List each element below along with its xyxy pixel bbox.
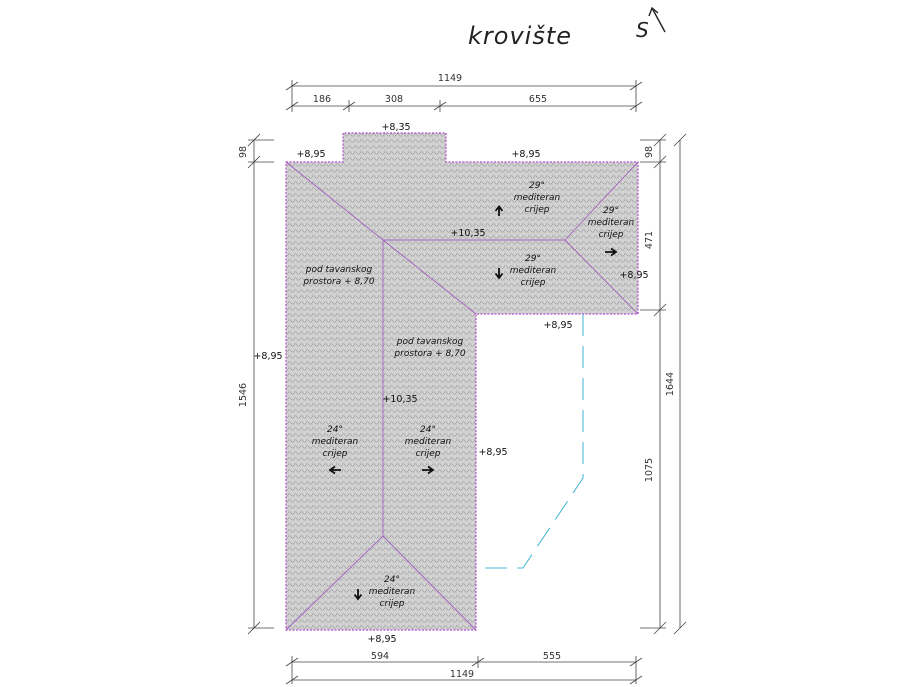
elev-top-left: +8,95	[296, 149, 326, 160]
dim-bottom-seg-2: 555	[542, 651, 562, 662]
dim-bottom-total: 1149	[449, 669, 475, 680]
right-dimensions	[640, 134, 686, 634]
roof-tile: crijep	[598, 230, 624, 240]
dim-top-seg-1: 186	[312, 94, 332, 105]
dim-top-seg-3: 655	[528, 94, 548, 105]
dim-right-low: 1075	[644, 457, 655, 483]
roof-angle: 29°	[525, 254, 541, 264]
dim-right-total: 1644	[665, 371, 676, 397]
elev-ridge-vertical: +10,35	[382, 394, 418, 405]
dim-right-mid: 471	[644, 230, 655, 250]
roof-angle: 24°	[327, 425, 343, 435]
drawing-title: krovište	[468, 22, 572, 50]
elev-bottom: +8,95	[367, 634, 397, 645]
attic-label-line1: pod tavanskog	[305, 265, 373, 275]
elev-left-side: +8,95	[253, 351, 283, 362]
roof-tile: crijep	[524, 205, 550, 215]
elev-right-end: +8,95	[619, 270, 649, 281]
roof-material: mediteran	[509, 266, 557, 276]
roof-material: mediteran	[513, 193, 561, 203]
roof-angle: 29°	[529, 181, 545, 191]
elev-right-side: +8,95	[478, 447, 508, 458]
dim-right-top: 98	[644, 145, 655, 159]
left-dimensions	[238, 134, 274, 634]
dim-left-total: 1546	[238, 382, 249, 408]
roof-material: mediteran	[404, 437, 452, 447]
elev-ridge-top: +10,35	[450, 228, 486, 239]
roof-surface	[286, 133, 638, 630]
roof-material: mediteran	[311, 437, 359, 447]
elev-inner-corner: +8,95	[543, 320, 573, 331]
attic-label-line2: prostora + 8,70	[394, 349, 466, 359]
roof-angle: 24°	[420, 425, 436, 435]
terrace-outline	[476, 314, 583, 568]
roof-material: mediteran	[587, 218, 635, 228]
attic-label-line2: prostora + 8,70	[303, 277, 375, 287]
roof-tile: crijep	[322, 449, 348, 459]
attic-label-line1: pod tavanskog	[396, 337, 464, 347]
elev-tower-top: +8,35	[381, 122, 411, 133]
dim-top-total: 1149	[437, 73, 463, 84]
dim-top-seg-2: 308	[384, 94, 404, 105]
roof-angle: 24°	[384, 575, 400, 585]
roof-material: mediteran	[368, 587, 416, 597]
roof-tile: crijep	[415, 449, 441, 459]
north-arrow	[636, 8, 665, 42]
dim-bottom-seg-1: 594	[370, 651, 390, 662]
roof-tile: crijep	[520, 278, 546, 288]
top-dimensions	[286, 73, 642, 112]
roof-tile: crijep	[379, 599, 405, 609]
bottom-dimensions	[286, 651, 642, 684]
elev-top-middle: +8,95	[511, 149, 541, 160]
roof-angle: 29°	[603, 206, 619, 216]
dim-left-top: 98	[238, 145, 249, 159]
north-label: S	[636, 18, 649, 42]
